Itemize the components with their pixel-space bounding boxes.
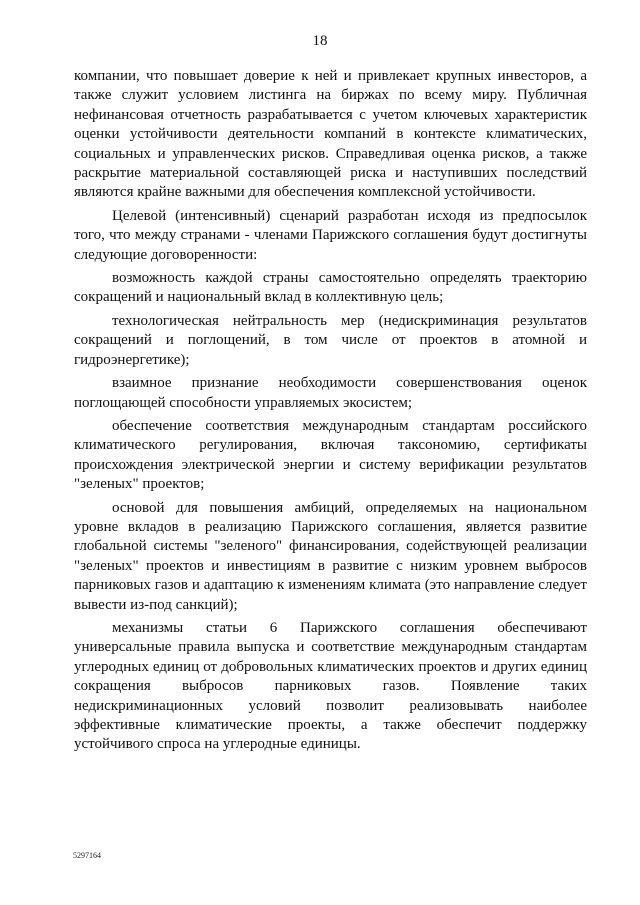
list-item-national-trajectory: возможность каждой страны самостоятельно определять траекторию сокращений и национальный вклад в коллективную цель; (74, 270, 587, 306)
list-item-green-finance: основой для повышения амбиций, определяемых на национальном уровне вкладов в реализацию Парижского соглашения, является развитие глобальной системы "зеленого" финансирования, содействующей реализации "зеленых" проектов и инвестициям в развитие с низким уровнем выбросов парниковых газов и адаптацию к изменениям климата (это направление следует вывести из-под санкций); (74, 499, 587, 613)
document-code: 5297164 (73, 851, 101, 860)
page-number: 18 (312, 33, 328, 49)
list-item-technology-neutrality: технологическая нейтральность мер (недискриминация результатов сокращений и поглощений, в том числе от проектов в атомной и гидроэнергетике); (74, 312, 587, 368)
list-item-ecosystem-recognition: взаимное признание необходимости совершенствования оценок поглощающей способности управляемых экосистем; (74, 375, 587, 411)
list-item-article-6-mechanisms: механизмы статьи 6 Парижского соглашения обеспечивают универсальные правила выпуска и соответствие международным стандартам углеродных единиц от добровольных климатических проектов и других единиц сокращения выбросов парниковых газов. Появление таких недискриминационных условий позволит реализовывать наиболее эффективные климатические проекты, а также обеспечит поддержку устойчивого спроса на углеродные единицы. (74, 619, 587, 753)
paragraph-scenario-intro: Целевой (интенсивный) сценарий разработан исходя из предпосылок того, что между странами - членами Парижского соглашения будут достигнуты следующие договоренности: (74, 207, 587, 263)
document-body (74, 67, 587, 755)
list-item-standards-compliance: обеспечение соответствия международным стандартам российского климатического регулирования, включая таксономию, сертификаты происхождения электрической энергии и систему верификации результатов "зеленых" проектов; (74, 417, 587, 493)
paragraph-continuation: компании, что повышает доверие к ней и привлекает крупных инвесторов, а также служит условием листинга на биржах по всему миру. Публичная нефинансовая отчетность разрабатывается с учетом ключевых характеристик оценки устойчивости деятельности компаний в контексте климатических, социальных и управленческих рисков. Справедливая оценка рисков, а также раскрытие материальной составляющей риска и наступивших последствий являются крайне важными для обеспечения комплексной устойчивости. (74, 68, 587, 201)
